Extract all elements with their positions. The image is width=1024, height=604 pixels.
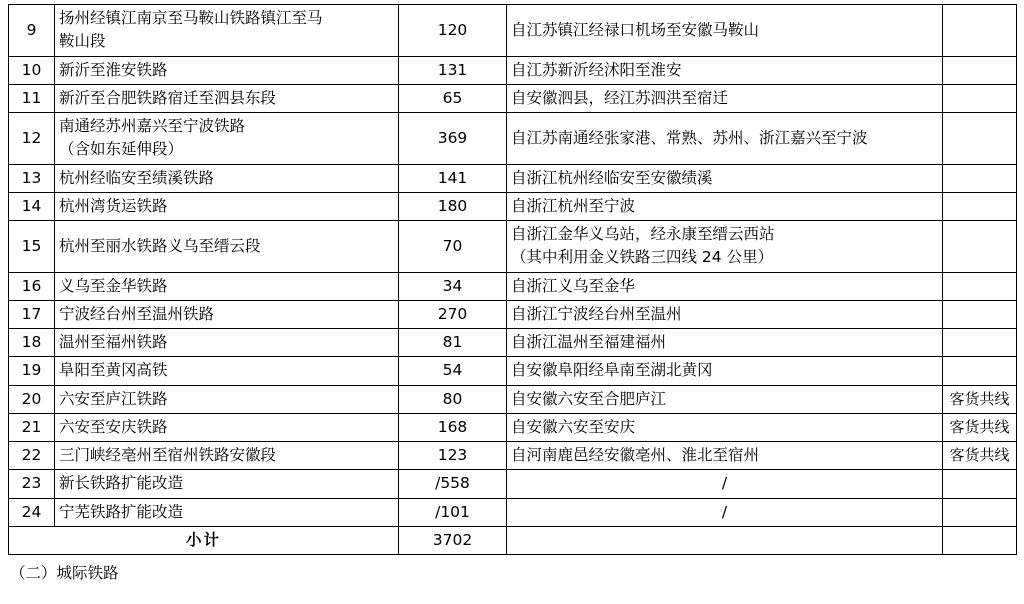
row-number: 12 xyxy=(9,113,55,165)
table-row xyxy=(9,56,1017,84)
table-row xyxy=(9,272,1017,300)
table-subtotal-row xyxy=(9,526,1017,554)
project-name xyxy=(55,5,399,57)
project-note xyxy=(943,221,1017,273)
table-row xyxy=(9,470,1017,498)
project-description xyxy=(507,470,943,498)
table-row xyxy=(9,164,1017,192)
row-number: 24 xyxy=(9,498,55,526)
project-description-line-1: 自浙江杭州经临安至安徽绩溪 xyxy=(511,168,713,187)
project-note xyxy=(943,56,1017,84)
project-name xyxy=(55,442,399,470)
project-name-line-2: （含如东延伸段） xyxy=(59,140,184,159)
project-description xyxy=(507,498,943,526)
project-note xyxy=(943,470,1017,498)
row-number: 9 xyxy=(9,5,55,57)
project-length: 81 xyxy=(399,329,507,357)
project-length: /101 xyxy=(399,498,507,526)
project-name-line-1: 阜阳至黄冈高铁 xyxy=(59,361,168,380)
row-number: 15 xyxy=(9,221,55,273)
project-name xyxy=(55,300,399,328)
row-number: 16 xyxy=(9,272,55,300)
project-name xyxy=(55,413,399,441)
row-number: 14 xyxy=(9,192,55,220)
project-name-line-1: 宁波经台州至温州铁路 xyxy=(59,304,215,323)
row-number: 20 xyxy=(9,385,55,413)
project-description-line-1: / xyxy=(721,474,728,493)
row-number: 11 xyxy=(9,84,55,112)
project-length: 54 xyxy=(399,357,507,385)
project-name xyxy=(55,357,399,385)
project-name-line-1: 杭州经临安至绩溪铁路 xyxy=(59,168,215,187)
project-name xyxy=(55,164,399,192)
table-row xyxy=(9,442,1017,470)
project-name xyxy=(55,84,399,112)
row-number: 19 xyxy=(9,357,55,385)
project-name xyxy=(55,192,399,220)
project-description-line-1: 自浙江宁波经台州至温州 xyxy=(511,304,682,323)
project-name-line-1: 义乌至金华铁路 xyxy=(59,276,168,295)
project-length: 80 xyxy=(399,385,507,413)
row-number: 13 xyxy=(9,164,55,192)
project-description-line-1: 自江苏新沂经沭阳至淮安 xyxy=(511,60,682,79)
project-note xyxy=(943,300,1017,328)
table-row xyxy=(9,221,1017,273)
table-row xyxy=(9,413,1017,441)
project-note xyxy=(943,192,1017,220)
project-length: /558 xyxy=(399,470,507,498)
row-number: 18 xyxy=(9,329,55,357)
project-name-line-1: 温州至福州铁路 xyxy=(59,333,168,351)
section-heading: （二）城际铁路 xyxy=(10,564,119,582)
project-description xyxy=(507,84,943,112)
project-length: 270 xyxy=(399,300,507,328)
project-note xyxy=(943,5,1017,57)
project-description xyxy=(507,113,943,165)
row-number: 21 xyxy=(9,413,55,441)
project-description-line-1: 自浙江义乌至金华 xyxy=(511,276,636,295)
project-name-line-1: 宁芜铁路扩能改造 xyxy=(59,502,184,521)
project-name xyxy=(55,470,399,498)
project-description-line-1: 自浙江温州至福建福州 xyxy=(511,333,667,351)
project-description xyxy=(507,413,943,441)
project-name xyxy=(55,385,399,413)
table-row xyxy=(9,385,1017,413)
project-name-line-1: 六安至庐江铁路 xyxy=(59,389,168,408)
project-name xyxy=(55,221,399,273)
project-note xyxy=(943,164,1017,192)
project-name-line-1: 新沂至合肥铁路宿迁至泗县东段 xyxy=(59,88,277,107)
project-description-line-1: 自安徽阜阳经阜南至湖北黄冈 xyxy=(511,361,713,380)
project-length: 369 xyxy=(399,113,507,165)
project-description xyxy=(507,5,943,57)
project-name-line-1: 三门峡经亳州至宿州铁路安徽段 xyxy=(59,446,277,464)
project-note: 客货共线 xyxy=(943,385,1017,413)
project-note: 客货共线 xyxy=(943,413,1017,441)
table-row xyxy=(9,5,1017,57)
project-name-line-1: 南通经苏州嘉兴至宁波铁路 xyxy=(59,117,246,135)
project-description xyxy=(507,442,943,470)
project-name xyxy=(55,272,399,300)
project-length: 123 xyxy=(399,442,507,470)
project-description-line-1: 自安徽六安至安庆 xyxy=(511,417,636,436)
project-name-line-1: 新长铁路扩能改造 xyxy=(59,474,184,493)
row-number: 22 xyxy=(9,442,55,470)
project-note xyxy=(943,272,1017,300)
table-row xyxy=(9,113,1017,165)
project-name-line-1: 杭州至丽水铁路义乌至缙云段 xyxy=(59,236,261,255)
project-name-line-1: 六安至安庆铁路 xyxy=(59,417,168,436)
table-row xyxy=(9,192,1017,220)
project-description xyxy=(507,357,943,385)
project-description xyxy=(507,329,943,357)
project-description-line-1: / xyxy=(721,502,728,521)
project-name xyxy=(55,56,399,84)
table-row xyxy=(9,357,1017,385)
row-number: 10 xyxy=(9,56,55,84)
table-row xyxy=(9,498,1017,526)
subtotal-note xyxy=(943,526,1017,554)
project-description xyxy=(507,164,943,192)
subtotal-label: 小计 xyxy=(9,526,399,554)
project-description-line-1: 自浙江金华义乌站，经永康至缙云西站 xyxy=(511,225,775,243)
project-description xyxy=(507,385,943,413)
project-description-line-1: 自江苏镇江经禄口机场至安徽马鞍山 xyxy=(511,20,760,39)
subtotal-description xyxy=(507,526,943,554)
project-note xyxy=(943,498,1017,526)
project-description xyxy=(507,272,943,300)
project-name-line-1: 新沂至淮安铁路 xyxy=(59,60,168,79)
project-note xyxy=(943,113,1017,165)
project-description-line-1: 自河南鹿邑经安徽亳州、淮北至宿州 xyxy=(511,446,760,464)
subtotal-length: 3702 xyxy=(399,526,507,554)
project-description-line-1: 自江苏南通经张家港、常熟、苏州、浙江嘉兴至宁波 xyxy=(511,128,868,147)
project-description xyxy=(507,300,943,328)
project-length: 120 xyxy=(399,5,507,57)
project-length: 34 xyxy=(399,272,507,300)
project-description-line-2: （其中利用金义铁路三四线 24 公里） xyxy=(511,248,774,267)
row-number: 17 xyxy=(9,300,55,328)
row-number: 23 xyxy=(9,470,55,498)
project-length: 141 xyxy=(399,164,507,192)
project-description xyxy=(507,56,943,84)
project-name-line-2: 鞍山段 xyxy=(59,32,106,51)
railway-projects-table xyxy=(8,4,1017,555)
project-length: 65 xyxy=(399,84,507,112)
project-description-line-1: 自安徽六安至合肥庐江 xyxy=(511,389,667,408)
project-name xyxy=(55,329,399,357)
project-note xyxy=(943,329,1017,357)
project-length: 180 xyxy=(399,192,507,220)
table-row xyxy=(9,329,1017,357)
project-length: 70 xyxy=(399,221,507,273)
project-note xyxy=(943,84,1017,112)
project-description xyxy=(507,221,943,273)
project-length: 131 xyxy=(399,56,507,84)
project-name xyxy=(55,498,399,526)
table-body xyxy=(9,5,1017,555)
project-note xyxy=(943,357,1017,385)
project-description xyxy=(507,192,943,220)
project-length: 168 xyxy=(399,413,507,441)
project-note: 客货共线 xyxy=(943,442,1017,470)
project-description-line-1: 自安徽泗县，经江苏泗洪至宿迁 xyxy=(511,88,729,107)
project-name-line-1: 扬州经镇江南京至马鞍山铁路镇江至马 xyxy=(59,9,323,27)
table-row xyxy=(9,84,1017,112)
table-row xyxy=(9,300,1017,328)
project-name xyxy=(55,113,399,165)
project-description-line-1: 自浙江杭州至宁波 xyxy=(511,196,636,215)
project-name-line-1: 杭州湾货运铁路 xyxy=(59,196,168,215)
